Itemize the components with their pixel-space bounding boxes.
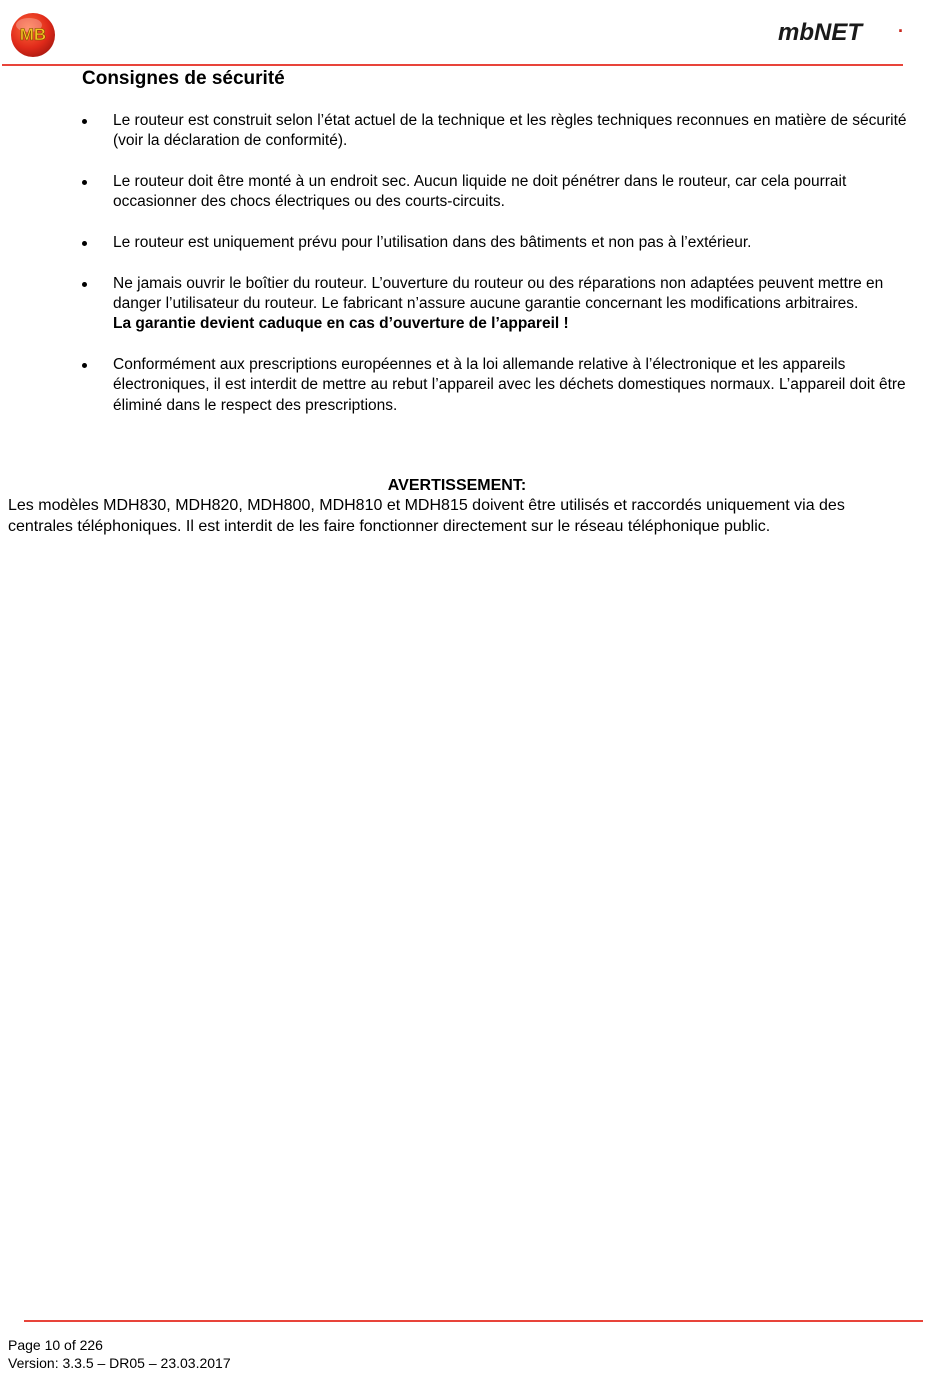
safety-bullet-item <box>80 233 910 253</box>
page-footer <box>8 1336 231 1372</box>
page-header <box>0 0 950 70</box>
safety-bullet-item <box>80 355 910 416</box>
version-info: Version: 3.3.5 – DR05 – 23.03.2017 <box>8 1355 231 1371</box>
safety-bullet-item <box>80 172 910 213</box>
bullet-text: Ne jamais ouvrir le boîtier du routeur. L’ouverture du routeur ou des réparations non adaptées peuvent mettre en danger l’utilisateur du routeur. Le fabricant n’assure aucune garantie concernant les modifications arbitraires. <box>113 274 884 312</box>
mbnet-logo-text: mbNET <box>778 19 862 46</box>
header-divider <box>2 64 903 66</box>
bullet-dot-icon <box>82 363 87 368</box>
warning-text: Les modèles MDH830, MDH820, MDH800, MDH810 et MDH815 doivent être utilisés et raccordés uniquement via des centrales téléphoniques. Il est interdit de les faire fonctionner directement sur le réseau téléphonique public. <box>8 497 845 535</box>
bullet-dot-icon <box>82 282 87 287</box>
mbnet-logo-mark: . <box>898 18 904 36</box>
bullet-text: Conformément aux prescriptions européennes et à la loi allemande relative à l’électronique et les appareils électroniques, il est interdit de mettre au rebut l’appareil avec les déchets domestiques normaux. L’appareil doit être éliminé dans le respect des prescriptions. <box>113 355 906 414</box>
section-title: Consignes de sécurité <box>82 68 285 89</box>
warning-title: AVERTISSEMENT: <box>387 477 527 494</box>
page-number: Page 10 of 226 <box>8 1337 103 1353</box>
safety-bullet-item <box>80 274 910 335</box>
footer-divider <box>24 1320 923 1322</box>
mb-logo-text: MB <box>19 25 47 44</box>
bullet-text: Le routeur est uniquement prévu pour l’utilisation dans des bâtiments et non pas à l’extérieur. <box>113 233 752 251</box>
bullet-dot-icon <box>82 241 87 246</box>
safety-bullet-item <box>80 111 910 152</box>
bullet-text: Le routeur est construit selon l’état actuel de la technique et les règles techniques reconnues en matière de sécurité (voir la déclaration de conformité). <box>113 112 907 150</box>
bullet-bold-warning: La garantie devient caduque en cas d’ouverture de l’appareil ! <box>113 315 569 333</box>
mbnet-logo <box>778 18 908 46</box>
bullet-text: Le routeur doit être monté à un endroit sec. Aucun liquide ne doit pénétrer dans le routeur, car cela pourrait occasionner des chocs électriques ou des courts-circuits. <box>113 172 847 211</box>
bullet-dot-icon <box>82 180 87 185</box>
bullet-dot-icon <box>82 119 87 124</box>
safety-bullet-list <box>80 111 910 436</box>
mb-logo <box>9 11 57 59</box>
